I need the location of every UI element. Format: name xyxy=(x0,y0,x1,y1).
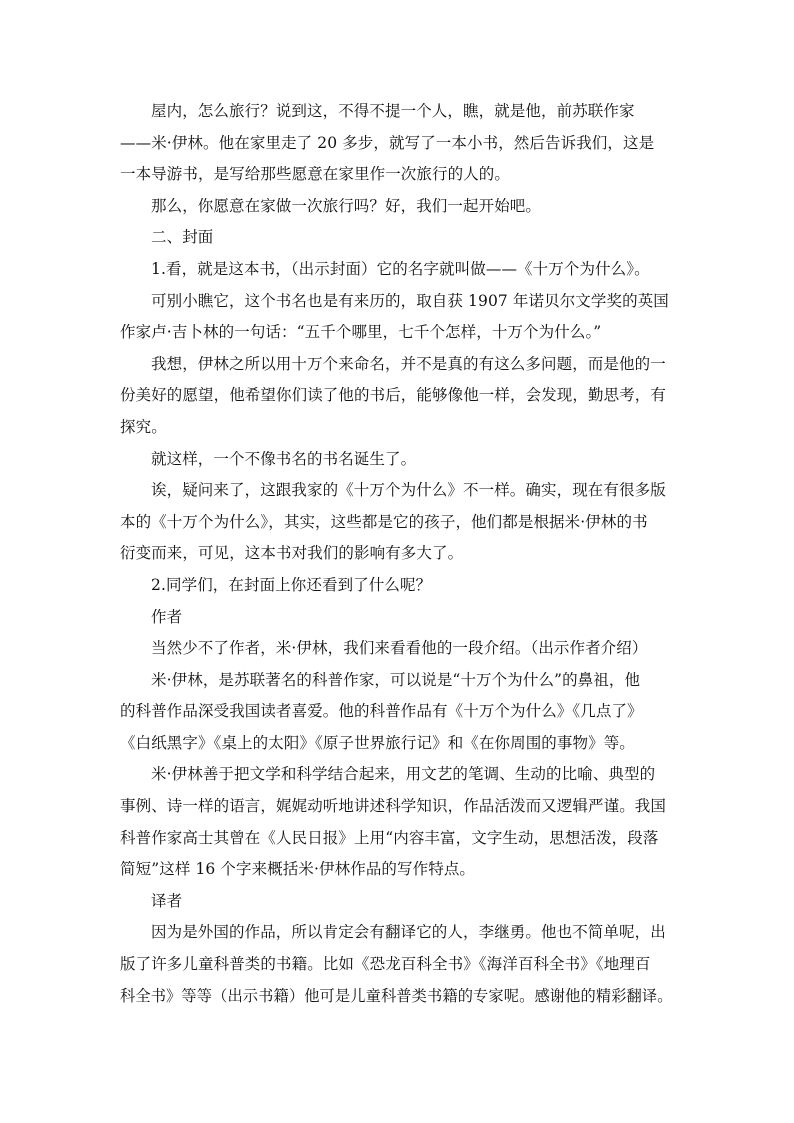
text-line: 版了许多儿童科普类的书籍。比如《恐龙百科全书》《海洋百科全书》《地理百 xyxy=(120,955,651,974)
text-line: 作家卢·吉卜林的一句话：“五千个哪里，七千个怎样，十万个为什么。” xyxy=(120,323,602,342)
text-line: 当然少不了作者，米·伊林，我们来看看他的一段介绍。（出示作者介绍） xyxy=(151,639,648,658)
text-line: 作者 xyxy=(151,607,183,626)
text-line: 科全书》等等（出示书籍）他可是儿童科普类书籍的专家呢。感谢他的精彩翻译。 xyxy=(120,986,673,1005)
text-line: 事例、诗一样的语言，娓娓动听地讲述科学知识，作品活泼而又逻辑严谨。我国 xyxy=(120,797,667,816)
text-line: 我想，伊林之所以用十万个来命名，并不是真的有这么多问题，而是他的一 xyxy=(151,354,666,373)
text-line: 1.看，就是这本书，（出示封面）它的名字就叫做——《十万个为什么》。 xyxy=(151,259,650,278)
text-line: 2.同学们，在封面上你还看到了什么呢？ xyxy=(151,575,432,594)
text-line: ——米·伊林。他在家里走了 20 多步，就写了一本小书，然后告诉我们，这是 xyxy=(120,133,655,152)
text-line: 因为是外国的作品，所以肯定会有翻译它的人，李继勇。他也不简单呢，出 xyxy=(151,923,666,942)
text-line: 可别小瞧它，这个书名也是有来历的，取自获 1907 年诺贝尔文学奖的英国 xyxy=(151,291,669,310)
text-line: 探究。 xyxy=(120,417,167,436)
text-line: 《白纸黑字》《桌上的太阳》《原子世界旅行记》和《在你周围的事物》等。 xyxy=(120,733,635,752)
text-line: 一本导游书，是写给那些愿意在家里作一次旅行的人的。 xyxy=(120,165,511,184)
text-line: 就这样，一个不像书名的书名诞生了。 xyxy=(151,449,417,468)
text-line: 诶，疑问来了，这跟我家的《十万个为什么》不一样。确实，现在有很多版 xyxy=(151,481,666,500)
text-line: 屋内，怎么旅行？说到这，不得不提一个人，瞧，就是他，前苏联作家 xyxy=(151,102,635,120)
text-line: 米·伊林善于把文学和科学结合起来，用文艺的笔调、生动的比喻、典型的 xyxy=(151,765,656,784)
text-line: 的科普作品深受我国读者喜爱。他的科普作品有《十万个为什么》《几点了》 xyxy=(120,702,643,721)
text-line: 份美好的愿望，他希望你们读了他的书后，能够像他一样，会发现，勤思考，有 xyxy=(120,386,667,405)
text-line: 简短”这样 16 个字来概括米·伊林作品的写作特点。 xyxy=(120,860,476,879)
text-line: 衍变而来，可见，这本书对我们的影响有多大了。 xyxy=(120,544,464,563)
text-line: 本的《十万个为什么》，其实，这些都是它的孩子，他们都是根据米·伊林的书 xyxy=(120,512,648,531)
text-line: 二、封面 xyxy=(151,228,214,247)
text-line: 译者 xyxy=(151,891,183,910)
text-line: 那么，你愿意在家做一次旅行吗？好，我们一起开始吧。 xyxy=(151,196,542,215)
document-body xyxy=(120,96,676,1012)
text-line: 科普作家高士其曾在《人民日报》上用“内容丰富，文字生动，思想活泼，段落 xyxy=(120,828,659,847)
text-line: 米·伊林，是苏联著名的科普作家，可以说是“十万个为什么”的鼻祖，他 xyxy=(151,670,641,689)
